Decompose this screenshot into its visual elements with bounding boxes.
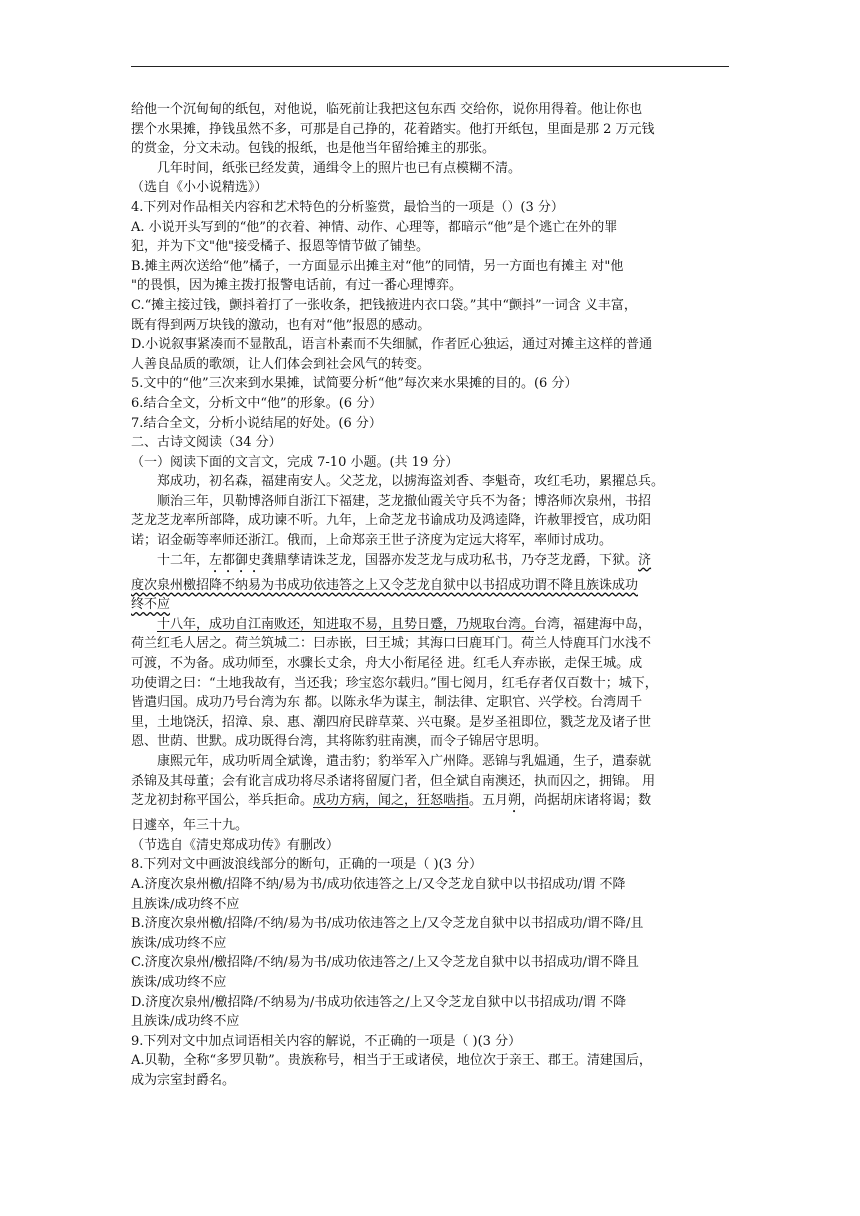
document-page xyxy=(131,100,731,1091)
option-d: D.济度次泉州/檄招降/不纳易为/书成功依违答之/上又令芝龙自狱中以书招成功/谓 不降 xyxy=(131,994,627,1010)
passage-line xyxy=(131,615,731,635)
text-line: 且族诛/成功终不应 xyxy=(131,1014,240,1030)
header-rule xyxy=(131,66,729,67)
passage-line: 郑成功，初名森，福建南安人。父芝龙，以掳海盗刘香、李魁奇，攻红毛功，累擢总兵。 xyxy=(157,474,665,490)
wavy-underlined-text: 济 xyxy=(638,552,652,568)
passage-line: 芝龙芝龙率所部降，成功谏不听。九年，上命芝龙书谕成功及鸿逵降，许赦罪授官，成功阳 xyxy=(131,513,652,529)
text-line: 给他一个沉甸甸的纸包，对他说，临死前让我把这包东西 交给你，说你用得着。他让你也 xyxy=(131,102,643,117)
question-5: 5.文中的“他”三次来到水果摊，试简要分析“他”每次来水果摊的目的。(6 分） xyxy=(131,376,578,392)
question-6: 6.结合全文，分析文中“他”的形象。(6 分） xyxy=(131,395,383,411)
text-span: 台湾，福建海中岛， xyxy=(534,616,652,632)
passage-line xyxy=(131,576,731,596)
text-line: 摆个水果摊，挣钱虽然不多，可那是自己挣的，花着踏实。他打开纸包，里面是那 2 万元钱 xyxy=(131,121,655,137)
text-line: 族诛/成功终不应 xyxy=(131,935,227,951)
text-span: 龚鼎孳请诛芝龙，国器亦发芝龙与成功私书，乃夺芝龙爵，下狱。 xyxy=(261,552,639,568)
option-b: B.摊主两次送给“他”橘子，一方面显示出摊主对“他”的同情，另一方面也有摊主 对"他 xyxy=(131,258,624,274)
text-line: 成为宗室封爵名。 xyxy=(131,1072,236,1088)
passage-line: 皆遣归国。成功乃号台湾为东 都。以陈永华为谋主，制法律、定职官、兴学校。台湾周千 xyxy=(131,695,643,711)
underlined-text: 十八年，成功自江南败还，知进取不易，且势日蹙，乃规取台湾。 xyxy=(157,616,535,632)
option-a: A.贝勒，全称“多罗贝勒”。贵族称号，相当于王或诸侯，地位次于亲王、郡王。清建国后， xyxy=(131,1053,652,1069)
text-line: 犯，并为下文"他"接受橘子、报恩等情节做了铺垫。 xyxy=(131,239,429,255)
question-7: 7.结合全文，分析小说结尾的好处。(6 分） xyxy=(131,415,382,431)
option-a: A. 小说开头写到的“他”的衣着、神情、动作、心理等，都暗示“他”是个逃亡在外的罪 xyxy=(131,219,618,235)
passage-line: 杀锦及其母董；会有讹言成功将尽杀诸将留厦门者，但全斌自南澳还，执而囚之，拥锦。 用 xyxy=(131,773,656,789)
text-span: 十二年， xyxy=(157,552,210,568)
text-line: 几年时间，纸张已经发黄，通缉令上的照片也已有点模糊不清。 xyxy=(157,160,522,176)
text-line: 既有得到两万块钱的激动，也有对“他”报恩的感动。 xyxy=(131,317,431,333)
option-d: D.小说叙事紧凑而不显散乱，语言朴素而不失细腻，作者匠心独运，通过对摊主这样的普通 xyxy=(131,337,653,353)
text-span: 芝龙初封称平国公，举兵拒命。 xyxy=(131,793,314,809)
text-span: 。五月 xyxy=(469,793,509,809)
passage-line: 康熙元年，成功听周全斌谗，遣击豹；豹举军入广州降。恶锦与乳媪通，生子，遣泰就 xyxy=(157,754,652,769)
dotted-term: 左都御史 xyxy=(209,552,262,568)
passage-line: 日遽卒，年三十九。 xyxy=(131,818,249,834)
text-line: 且族诛/成功终不应 xyxy=(131,896,240,912)
passage-line: 荷兰红毛人居之。荷兰筑城二：曰赤嵌，曰王城；其海口曰鹿耳门。荷兰人恃鹿耳门水浅不 xyxy=(131,636,652,652)
passage-line: 顺治三年，贝勒博洛师自浙江下福建，芝龙撤仙霞关守兵不为备；博洛师次泉州，书招 xyxy=(157,493,652,509)
wavy-underlined-text: 终不应 xyxy=(131,597,171,613)
passage-line: 恩、世荫、世默。成功既得台湾，其将陈豹驻南澳，而令子锦居守思明。 xyxy=(131,734,548,750)
option-c: C.“摊主接过钱，颤抖着打了一张收条，把钱掖进内衣口袋。”其中“颤抖”一词含 义丰富， xyxy=(131,297,637,313)
passage-line: 里，土地饶沃，招漳、泉、惠、潮四府民辟草菜、兴屯聚。是岁圣祖即位，戮芝龙及诸子世 xyxy=(131,714,652,730)
option-c: C.济度次泉州/檄招降/不纳/易为书/成功依违答之/上又令芝龙自狱中以书招成功/谓不降且 xyxy=(131,955,639,971)
passage-line xyxy=(131,595,731,615)
underlined-text: 成功方病，闻之，狂怒啮指 xyxy=(313,793,470,809)
passage-line: 诺；诏金砺等率师还浙江。俄而，上命郑亲王世子济度为定远大将军，率师讨成功。 xyxy=(131,533,613,549)
question-9: 9.下列对文中加点词语相关内容的解说，不正确的一项是（ )(3 分） xyxy=(131,1033,522,1049)
source-note: （节选自《清史郑成功传》有删改） xyxy=(131,837,340,853)
source-note: （选自《小小说精选》） xyxy=(131,180,268,196)
section-heading: 二、古诗文阅读（34 分） xyxy=(131,435,282,451)
passage-line: 可渡，不为备。成功师至，水骤长丈余，舟大小衔尾径 进。红毛人弃赤嵌，走保王城。成 xyxy=(131,656,643,672)
passage-line xyxy=(131,791,731,816)
subsection-heading: （一）阅读下面的文言文，完成 7-10 小题。(共 19 分） xyxy=(131,454,459,470)
question-8: 8.下列对文中画波浪线部分的断句，正确的一项是（ )(3 分） xyxy=(131,857,483,873)
text-line: "的畏惧，因为摊主拨打报警电话前，有过一番心理博弈。 xyxy=(131,278,462,294)
text-line: 人善良品质的歌颂，让人们体会到社会风气的转变。 xyxy=(131,356,431,372)
text-span: ，尚据胡床诸将谒；数 xyxy=(521,793,652,809)
passage-line: 功使谓之曰：“土地我故有，当还我；珍宝恣尔载归。”围七阅月，红毛存者仅百数十；城下， xyxy=(131,675,658,691)
option-a: A.济度次泉州檄/招降不纳/易为书/成功依违答之上/又令芝龙自狱中以书招成功/谓 不降 xyxy=(131,876,626,892)
passage-line xyxy=(131,551,731,576)
wavy-underlined-text: 度次泉州檄招降不纳易为书成功依违答之上又令芝龙自狱中以书招成功谓不降且族诛成功 xyxy=(131,577,639,593)
text-line: 的赏金，分文未动。包钱的报纸，也是他当年留给摊主的那张。 xyxy=(131,141,496,157)
dotted-term: 朔 xyxy=(508,793,522,809)
question-4: 4.下列对作品相关内容和艺术特色的分析鉴赏，最恰当的一项是（）(3 分） xyxy=(131,199,564,215)
option-b: B.济度次泉州檄/招降/不纳/易为书/成功依违答之上/又令芝龙自狱中以书招成功/谓不降/且 xyxy=(131,916,644,932)
text-line: 族诛/成功终不应 xyxy=(131,974,227,990)
